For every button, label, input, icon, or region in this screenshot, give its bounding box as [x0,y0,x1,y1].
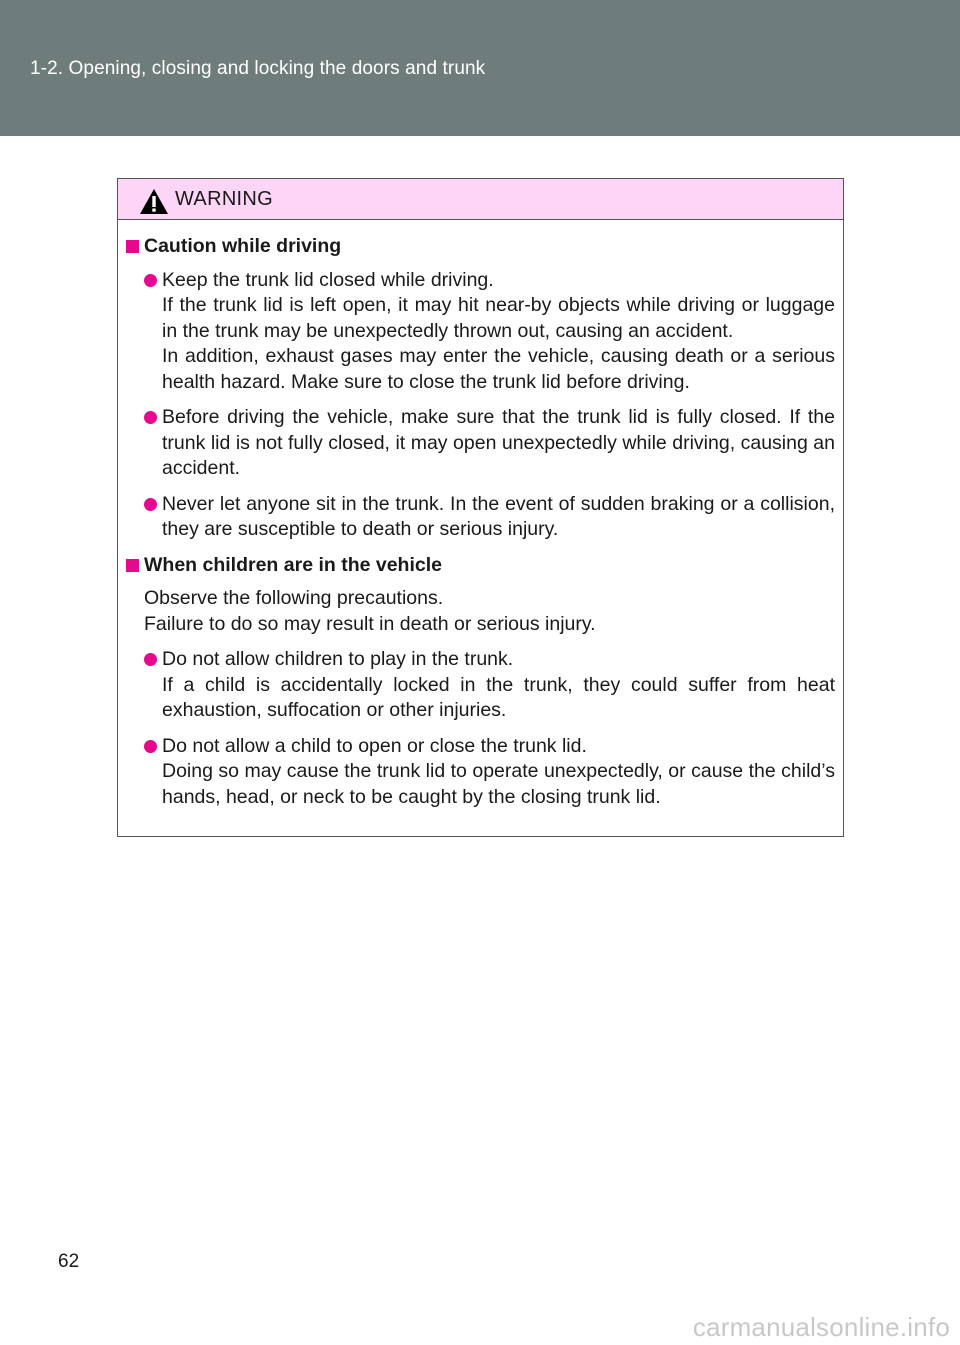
circle-bullet-icon [144,740,157,753]
warning-body [118,220,843,810]
list-item: Keep the trunk lid closed while driving. If the trunk lid is left open, it may hit near-by objects while driving or luggage in the trunk may be unexpectedly thrown out, causing an accident. In addition, exhaust gases may enter the vehicle, causing death or a serious health hazard. Make sure to close the trunk lid before driving. [126,268,835,396]
warning-header [118,179,843,220]
circle-bullet-icon [144,498,157,511]
warning-triangle-icon [139,188,169,215]
section-title: When children are in the vehicle [126,553,835,579]
square-bullet-icon [126,559,139,572]
section-intro: Observe the following precautions. Failure to do so may result in death or serious injury. [144,587,596,635]
circle-bullet-icon [144,411,157,424]
list-item: Never let anyone sit in the trunk. In the event of sudden braking or a collision, they are susceptible to death or serious injury. [126,492,835,543]
list-item: Do not allow children to play in the trunk. If a child is accidentally locked in the trunk, they could suffer from heat exhaustion, suffocation or other injuries. [126,647,835,724]
list-item: Before driving the vehicle, make sure that the trunk lid is fully closed. If the trunk lid is not fully closed, it may open unexpectedly while driving, causing an accident. [126,405,835,482]
warning-label: WARNING [175,188,274,210]
chapter-title: 1-2. Opening, closing and locking the doors and trunk [30,58,486,79]
warning-box [117,178,844,837]
page-number: 62 [58,1251,80,1272]
page-header [0,0,960,136]
circle-bullet-icon [144,653,157,666]
square-bullet-icon [126,240,139,253]
circle-bullet-icon [144,274,157,287]
watermark: carmanualsonline.info [692,1312,950,1342]
list-item: Do not allow a child to open or close the trunk lid. Doing so may cause the trunk lid to operate unexpectedly, or cause the child’s hands, head, or neck to be caught by the closing trunk lid. [126,734,835,811]
section-title: Caution while driving [126,234,835,260]
